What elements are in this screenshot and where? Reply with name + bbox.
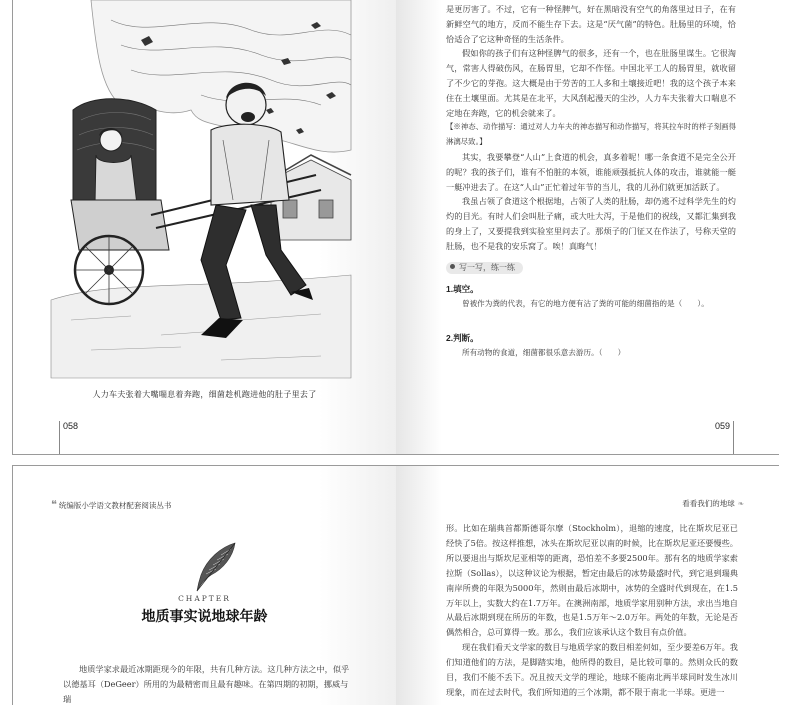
annotation-note: 【※神态、动作描写：通过对人力车夫的神态描写和动作描写，将其拉车时的样子刻画得淋漓尽致。】 <box>446 122 736 147</box>
running-head <box>682 498 744 509</box>
chapter-label: CHAPTER <box>178 594 231 603</box>
article-body <box>446 2 736 254</box>
chapter-title: 地质事实说地球年龄 <box>141 609 268 625</box>
question-text: 曾被作为粪的代表，有它的地方便有沾了粪的可能的细菌指的是（ ）。 <box>462 299 709 308</box>
right-page-059 <box>396 0 780 454</box>
leaf-icon: ❧ <box>737 499 744 508</box>
bullet-icon <box>450 264 455 269</box>
top-spread <box>12 0 779 455</box>
chapter-opening-page <box>13 466 396 705</box>
running-head-text: 看看我们的地球 <box>682 499 735 508</box>
left-page-058 <box>13 0 396 454</box>
series-title <box>51 498 171 511</box>
exercise-badge <box>446 262 523 274</box>
paragraph: 是更厉害了。不过，它有一种怪脾气，好在黑暗没有空气的角落里过日子，在有新鲜空气的地方，反而不能生存下去。这是“厌气菌”的特色。肚肠里的环境，恰恰适合了它这种奇怪的生活条件。 <box>446 4 736 44</box>
rickshaw-puller-illustration <box>51 0 351 378</box>
illustration-caption: 人力车夫张着大嘴喘息着奔跑，细菌趁机跑进他的肚子里去了 <box>92 390 317 399</box>
article-body <box>446 521 738 700</box>
bottom-spread <box>12 465 779 705</box>
paragraph: 假如你的孩子们有这种怪脾气的很多，还有一个，也在肚肠里谋生。它很淘气，常害人得破伤风，在肠胃里，它却不作怪。中国北平工人的肠胃里，就收留了不少它的芽孢。这大概是由于劳苦的工人多和土壤接近吧！我的这个孩子本来住在土壤里面。尤其是在北平，大风刮起漫天的尘沙，人力车夫张着大口喘息不定地在奔跑，它的机会就来了。 <box>446 48 736 118</box>
paragraph: 形。比如在瑞典首都斯德哥尔摩（Stockholm），退缩的速度，比在斯坎尼亚已经快了5倍。按这样推想，冰头在斯坎尼亚以南的时候，比在斯坎尼亚还要慢些。所以要退出与斯坎尼亚相等的距离，恐怕差不多要2500年。那有名的地质学家索拉斯（Sollas），以这种议论为根据，暂定由最后的冰势最盛时代，到它退到瑞典南岸所费的年限为5000年，然则由最后冰期中，冰势的全盛时代到现在，在1.5万年以上，实数大约在1.7万年。在澳洲南部，地质学家用别种方法，求出当地自从最后冰期到现在所历的年数，也是1.5万年～2.0万年。两处的年数，无论是否偶然相合，总可算得一致。那么，我们应该承认这个数目有点价值。 <box>446 523 738 638</box>
question-text: 所有动物的食道，细菌都很乐意去游历。（ ） <box>462 348 626 357</box>
paragraph: 其实，我要攀登“人山”上食道的机会，真多着呢！哪一条食道不是完全公开的呢？我的孩子们，谁有不怕脏的本领，谁能顽强抵抗人体的攻击，谁就能一艇一艇冲进去了。在这“人山”正忙着过年节的当儿，我的儿孙们就更加活跃了。 <box>446 151 736 192</box>
chapter-intro <box>63 662 353 706</box>
paragraph: 地质学家求最近冰期距现今的年限，共有几种方法。这几种方法之中，似乎以德基耳（DeGeer）所用的为最精密而且最有趣味。在第四期的初期，挪威与瑞 <box>63 664 350 704</box>
quote-mark-icon: ❝ <box>51 499 57 511</box>
question-heading: 2.判断。 <box>446 333 479 343</box>
page-number-left: 058 <box>59 421 78 454</box>
feather-icon <box>191 541 241 593</box>
exercise-label: 写一写，练一练 <box>459 263 515 272</box>
paragraph: 现在我们看天文学家的数目与地质学家的数目相差何如，至少要差6万年。我们知道他们的方法，是脚踏实地，他所得的数目，是比较可靠的。然则众氏的数目，我们不能不丢下。况且按天文学的理论，地球不能南北两半球同时发生冰川现象，而在过去时代，我们所知道的三个冰期，都不限于南北一半球。更进一 <box>446 642 738 697</box>
paragraph: 我虽占领了食道这个根据地，占领了人类的肚肠，却仍逃不过科学先生的灼灼的目光。有时人们会叫肚子痛，或大吐大泻，于是他们的祝线，又都汇集到我的身上了，又要提我到实验室里问去了。那烦子的门征又在作法了，号称天堂的肚肠，也不是我的安乐窝了。唉！真晦气！ <box>446 196 736 251</box>
chapter-text-page <box>396 466 780 705</box>
series-title-text: 统编版小学语文教材配套阅读丛书 <box>58 501 172 510</box>
question-heading: 1.填空。 <box>446 284 479 294</box>
page-number-right: 059 <box>715 421 734 454</box>
